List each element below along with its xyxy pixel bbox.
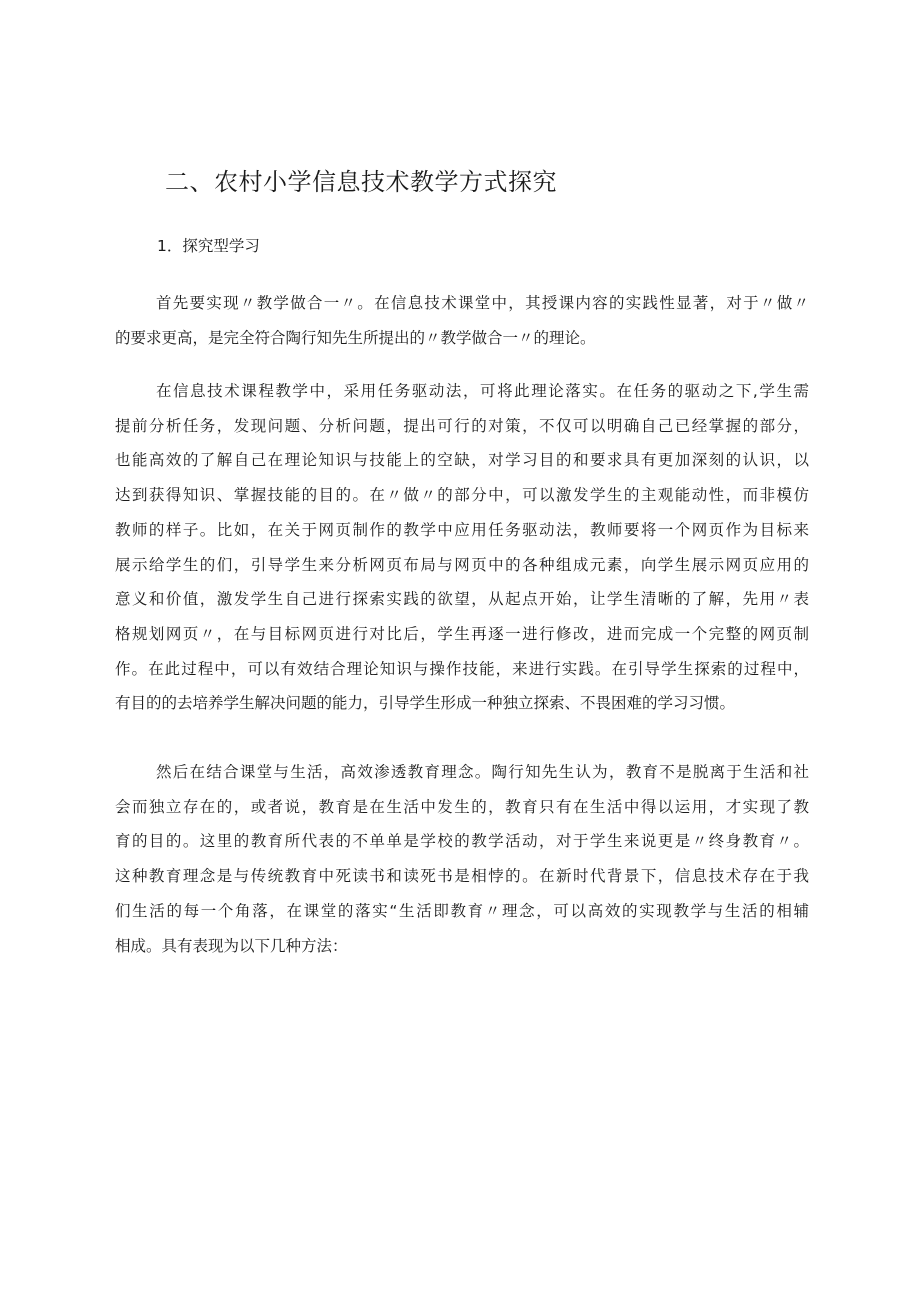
section-heading: 二、农村小学信息技术教学方式探究 xyxy=(165,168,557,196)
subsection-heading: 1．探究型学习 xyxy=(157,237,260,255)
paragraph-line: 教师的样子。比如，在关于网页制作的教学中应用任务驱动法，教师要将一个网页作为目标来 xyxy=(115,520,809,539)
paragraph-line: 在信息技术课程教学中，采用任务驱动法，可将此理论落实。在任务的驱动之下,学生需 xyxy=(156,382,809,400)
paragraph-line: 然后在结合课堂与生活，高效渗透教育理念。陶行知先生认为，教育不是脱离于生活和社 xyxy=(156,763,809,781)
paragraph-line: 展示给学生的们，引导学生来分析网页布局与网页中的各种组成元素，向学生展示网页应用的 xyxy=(115,555,809,574)
paragraph-line: 们生活的每一个角落，在课堂的落实“生活即教育〃理念，可以高效的实现教学与生活的相辅 xyxy=(115,901,809,920)
paragraph-line: 有目的的去培养学生解决问题的能力，引导学生形成一种独立探索、不畏困难的学习习惯。 xyxy=(115,694,736,713)
paragraph-line: 相成。具有表现为以下几种方法： xyxy=(115,936,348,955)
paragraph-2 xyxy=(115,374,809,721)
paragraph-line: 的要求更高，是完全符合陶行知先生所提出的〃教学做合一〃的理论。 xyxy=(115,328,596,347)
paragraph-3 xyxy=(115,755,809,963)
paragraph-line: 格规划网页〃，在与目标网页进行对比后，学生再逐一进行修改，进而完成一个完整的网页制 xyxy=(115,624,809,643)
paragraph-line: 意义和价值，激发学生自己进行探索实践的欲望，从起点开始，让学生清晰的了解，先用〃表 xyxy=(115,590,809,609)
paragraph-line: 育的目的。这里的教育所代表的不单单是学校的教学活动，对于学生来说更是〃终身教育〃。 xyxy=(115,832,809,851)
paragraph-line: 这种教育理念是与传统教育中死读书和读死书是相悖的。在新时代背景下，信息技术存在于我 xyxy=(115,867,809,886)
paragraph-1 xyxy=(115,286,809,355)
paragraph-line: 提前分析任务，发现问题、分析问题，提出可行的对策，不仅可以明确自己已经掌握的部分， xyxy=(115,416,809,435)
paragraph-line: 作。在此过程中，可以有效结合理论知识与操作技能，来进行实践。在引导学生探索的过程中， xyxy=(115,659,809,678)
paragraph-line: 达到获得知识、掌握技能的目的。在〃做〃的部分中，可以激发学生的主观能动性，而非模仿 xyxy=(115,486,809,505)
paragraph-line: 首先要实现〃教学做合一〃。在信息技术课堂中，其授课内容的实践性显著，对于〃做〃 xyxy=(156,294,809,312)
paragraph-line: 也能高效的了解自己在理论知识与技能上的空缺，对学习目的和要求具有更加深刻的认识，以 xyxy=(115,451,809,470)
paragraph-line: 会而独立存在的，或者说，教育是在生活中发生的，教育只有在生活中得以运用，才实现了教 xyxy=(115,797,809,816)
